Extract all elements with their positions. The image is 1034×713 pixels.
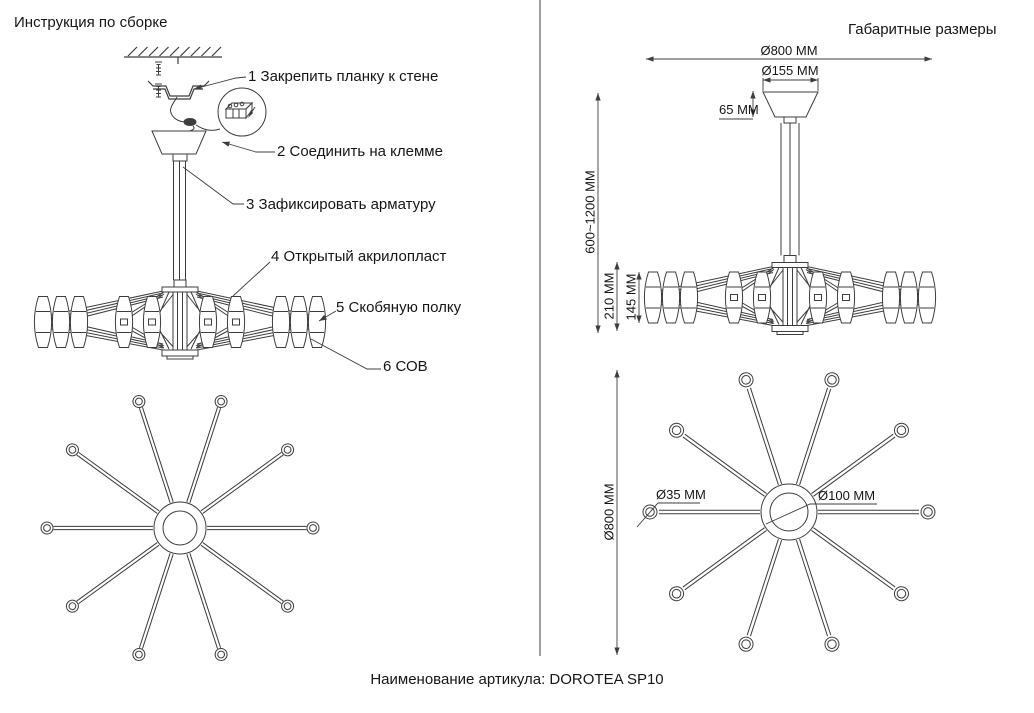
- dim-canopy-height: 65 MM: [719, 102, 759, 117]
- canopy: [763, 92, 818, 123]
- dim-canopy-diameter: Ø155 MM: [761, 63, 819, 78]
- mounting-screw: [155, 62, 162, 75]
- canopy: [152, 131, 206, 161]
- callout-label-4: 4 Открытый акрилопласт: [271, 248, 447, 265]
- article-caption: Наименование артикула: DOROTEA SP10: [370, 671, 664, 688]
- callout-label-2: 2 Соединить на клемме: [277, 143, 443, 160]
- chandelier-side-view: [34, 280, 325, 359]
- dim-end-cap-diameter: Ø35 MM: [656, 487, 706, 502]
- callout-label-1: 1 Закрепить планку к стене: [248, 68, 439, 85]
- right-panel-title: Габаритные размеры: [848, 21, 997, 38]
- dim-plan-diameter: Ø800 MM: [601, 483, 617, 541]
- dim-shade-height: 145 MM: [623, 273, 639, 321]
- dim-body-height: 210 MM: [601, 272, 617, 320]
- suspension-rods: [174, 161, 186, 280]
- chandelier-top-view: [643, 371, 935, 653]
- dim-hub-diameter: Ø100 MM: [818, 488, 876, 503]
- callout-label-3: 3 Зафиксировать арматуру: [246, 196, 436, 213]
- callout-label-5: 5 Скобяную полку: [336, 299, 462, 316]
- dimension-drawing: [598, 59, 936, 655]
- left-panel-title: Инструкция по сборке: [14, 14, 168, 31]
- ceiling-hatch: [124, 47, 222, 64]
- wire: [171, 97, 220, 131]
- terminal-detail-bubble: [218, 88, 266, 136]
- dim-overall-diameter: Ø800 MM: [760, 43, 818, 58]
- dim-suspension-range: 600~1200 MM: [582, 170, 598, 254]
- assembly-drawing: [34, 47, 381, 662]
- suspension-rods: [781, 123, 799, 256]
- callout-label-6: 6 СОВ: [383, 358, 428, 375]
- chandelier-side-view: [644, 256, 935, 335]
- dimension-lines: [598, 59, 932, 655]
- chandelier-top-view: [41, 394, 319, 662]
